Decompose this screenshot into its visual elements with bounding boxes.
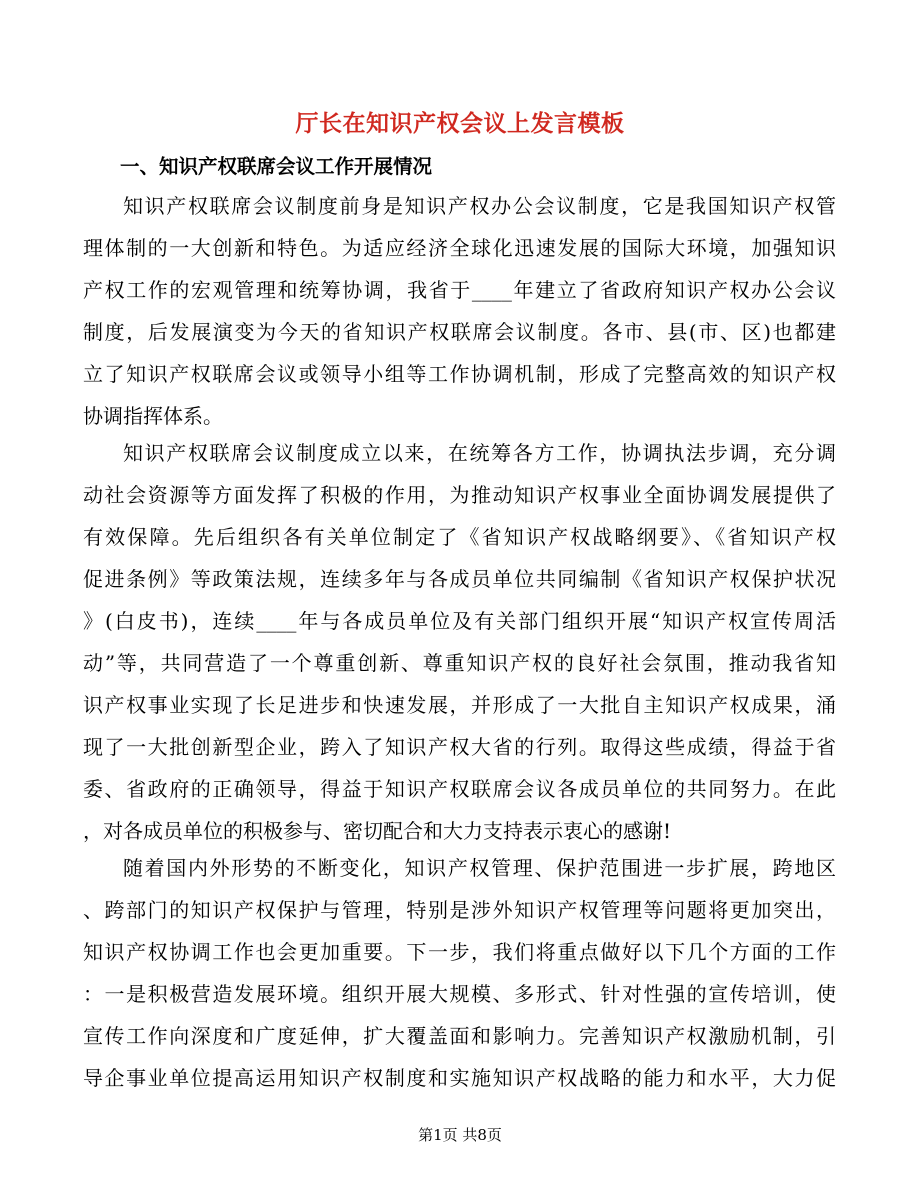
paragraph-line: 知识产权协调工作也会更加重要。下一步，我们将重点做好以下几个方面的工作 — [83, 940, 836, 964]
paragraph-line: 知识产权联席会议制度前身是知识产权办公会议制度，它是我国知识产权管 — [123, 194, 836, 218]
paragraph-line: 委、省政府的正确领导，得益于知识产权联席会议各成员单位的共同努力。在此 — [83, 777, 836, 801]
paragraph-line: 促进条例》等政策法规，连续多年与各成员单位共同编制《省知识产权保护状况 — [83, 567, 836, 591]
paragraph-line: 立了知识产权联席会议或领导小组等工作协调机制，形成了完整高效的知识产权 — [83, 362, 836, 386]
paragraph-line: 随着国内外形势的不断变化，知识产权管理、保护范围进一步扩展，跨地区 — [123, 856, 836, 880]
paragraph-line: 导企事业单位提高运用知识产权制度和实施知识产权战略的能力和水平，大力促 — [83, 1066, 836, 1090]
page-footer: 第1页 共8页 — [418, 1126, 502, 1144]
paragraph-line: 现了一大批创新型企业，跨入了知识产权大省的行列。取得这些成绩，得益于省 — [83, 735, 836, 759]
paragraph-line: 制度，后发展演变为今天的省知识产权联席会议制度。各市、县(市、区)也都建 — [83, 320, 836, 344]
paragraph-line: 有效保障。先后组织各有关单位制定了《省知识产权战略纲要》、《省知识产权 — [83, 525, 836, 549]
paragraph-line: 动社会资源等方面发挥了积极的作用，为推动知识产权事业全面协调发展提供了 — [83, 483, 836, 507]
paragraph-line: 动”等，共同营造了一个尊重创新、尊重知识产权的良好社会氛围，推动我省知 — [83, 651, 836, 675]
paragraph-line: 协调指挥体系。 — [83, 404, 223, 428]
paragraph-line: 》(白皮书)，连续____年与各成员单位及有关部门组织开展“知识产权宣传周活 — [83, 609, 836, 633]
paragraph-line: 知识产权联席会议制度成立以来，在统筹各方工作，协调执法步调，充分调 — [123, 441, 836, 465]
paragraph-line: 宣传工作向深度和广度延伸，扩大覆盖面和影响力。完善知识产权激励机制，引 — [83, 1024, 836, 1048]
paragraph-line: ，对各成员单位的积极参与、密切配合和大力支持表示衷心的感谢! — [83, 819, 672, 843]
section-heading: 一、知识产权联席会议工作开展情况 — [120, 155, 433, 178]
paragraph-line: 识产权事业实现了长足进步和快速发展，并形成了一大批自主知识产权成果，涌 — [83, 693, 836, 717]
paragraph-line: 产权工作的宏观管理和统筹协调，我省于____年建立了省政府知识产权办公会议 — [83, 278, 836, 302]
paragraph-line: 理体制的一大创新和特色。为适应经济全球化迅速发展的国际大环境，加强知识 — [83, 236, 836, 260]
document-title: 厅长在知识产权会议上发言模板 — [295, 110, 625, 137]
paragraph-line: 、跨部门的知识产权保护与管理，特别是涉外知识产权管理等问题将更加突出， — [83, 898, 836, 922]
paragraph-line: ：一是积极营造发展环境。组织开展大规模、多形式、针对性强的宣传培训，使 — [83, 982, 836, 1006]
